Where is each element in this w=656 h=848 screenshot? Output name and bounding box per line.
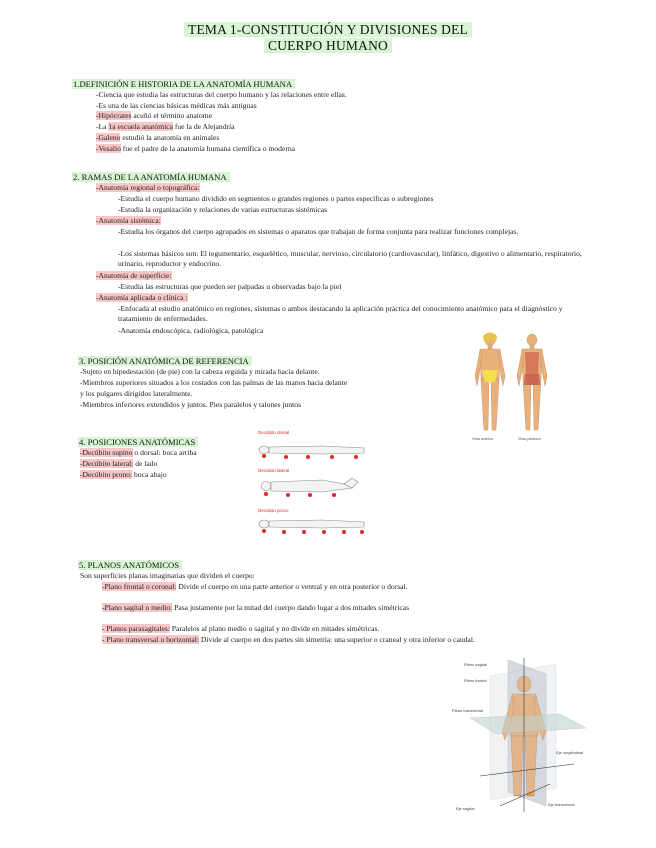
s2-surface-1: -Estudia las estructuras que pueden ser palpadas u observadas bajo la piel <box>118 282 342 291</box>
s2-branch-systemic: -Anatomía sistémica: <box>96 216 161 225</box>
label-lateral: Decúbito lateral <box>258 468 290 473</box>
s2-clinical-1: -Enfocada al estudio anatómico en regiones, sistemas o ambos destacando la aplicación práctica del conocimiento anatómico para el diagnóstico y tratamiento de enfermedades. <box>118 304 563 324</box>
s5-plane-transverse: - Plano transversal u horizontal: Divide al cuerpo en dos partes sin simetría: una superior o craneal y otra inferior o caudal. <box>102 635 475 644</box>
lateral-body <box>261 478 358 492</box>
label-sagittal-plane: Plano sagital <box>464 662 487 667</box>
caption-back: Vista posterior <box>518 437 541 441</box>
s2-branch-surface: -Anatomía de superficie: <box>96 271 172 280</box>
section-4-heading: 4. POSICIONES ANATÓMICAS <box>78 437 198 448</box>
s1-line5: -Galeno estudió la anatomía en animales <box>96 133 220 142</box>
page-title-line2: CUERPO HUMANO <box>0 38 656 54</box>
label-frontal-plane: Plano frontal <box>464 678 487 683</box>
page-title: TEMA 1-CONSTITUCIÓN Y DIVISIONES DEL <box>0 22 656 38</box>
supine-body <box>259 446 364 454</box>
s2-systemic-1: -Estudia los órganos del cuerpo agrupados en sistemas o aparatos que trabajan de forma conjunta para realizar funciones complejas. <box>118 227 519 236</box>
back-view-muscles <box>525 352 539 374</box>
s5-plane-parasagittal: - Planos parasagitales: Paralelos al plano medio o sagital y no divide en mitades simétricas. <box>102 624 380 633</box>
s3-line1: -Sujeto en bipedestación (de pie) con la cabeza erguida y mirada hacia delante. <box>80 367 320 376</box>
s4-lateral: -Decúbito lateral: de lado <box>80 459 158 468</box>
s4-supine: -Decúbito supino o dorsal: boca arriba <box>80 448 197 457</box>
section-3-heading: 3. POSICIÓN ANATÓMICA DE REFERENCIA <box>78 356 252 367</box>
s5-plane-sagittal: -Plano sagital o medio: Pasa justamente por la mitad del cuerpo dando lugar a dos mitades simétricas <box>102 603 410 612</box>
s1-line1: -Ciencia que estudia las estructuras del cuerpo humano y las relaciones entre ellas. <box>96 90 347 99</box>
anatomical-planes-figure <box>450 656 596 816</box>
label-transverse-axis: Eje transversal <box>548 802 575 807</box>
s5-intro: Son superficies planas imaginarias que dividen el cuerpo: <box>80 571 255 580</box>
caption-front: Vista anterior <box>472 437 494 441</box>
s3-line4: -Miembros inferiores extendidos y juntos. Pies paralelos y talones juntos <box>80 400 302 409</box>
supine-markers <box>262 454 358 459</box>
section-2-heading: 2. RAMAS DE LA ANATOMÍA HUMANA <box>72 172 230 183</box>
frontal-plane <box>490 664 556 800</box>
s1-line2: -Es una de las ciencias básicas médicas más antiguas <box>96 101 257 110</box>
label-prone: Decúbito prono <box>258 508 289 513</box>
s3-line2: -Miembros superiores situados a los costados con las palmas de las manos hacia delante <box>80 378 348 387</box>
s1-line6: -Vesalio fue el padre de la anatomía humana científica o moderna <box>96 144 296 153</box>
s3-line3: y los pulgares dirigidos lateralmente. <box>80 389 193 398</box>
s5-plane-frontal: -Plano frontal o coronal: Divide el cuerpo en una parte anterior o ventral y en otra posterior o dorsal. <box>102 582 408 591</box>
label-dorsal: Decúbito dorsal <box>258 430 290 435</box>
s1-line4: -La 1a escuela anatómica fue la de Alejandría <box>96 122 235 131</box>
lateral-markers <box>264 492 336 497</box>
s2-clinical-2: -Anatomía endoscópica, radiológica, patológica <box>118 326 264 335</box>
section-1-heading: 1.DEFINICIÓN E HISTORIA DE LA ANATOMÍA HUMANA <box>72 79 295 90</box>
anatomical-positions-figure <box>252 428 377 540</box>
label-longitudinal-axis: Eje longitudinal <box>556 750 584 755</box>
label-sagittal-axis: Eje sagital <box>456 806 475 811</box>
s4-prone: -Decúbito prono: boca abajo <box>80 470 167 479</box>
s2-systemic-2: -Los sistemas básicos son: El tegumentario, esquelético, muscular, nervioso, circulatorio (cardiovascular), linfático, digestivo o alimentario, respiratorio, urinario, reproductor y endocrino. <box>118 249 582 269</box>
s2-regional-2: -Estudia la organización y relaciones de varias estructuras sistémicas <box>118 205 328 214</box>
prone-body <box>259 520 364 528</box>
prone-markers <box>262 529 364 534</box>
section-5-heading: 5. PLANOS ANATÓMICOS <box>78 560 182 571</box>
s2-branch-regional: -Anatomía regional o topográfica: <box>96 183 200 192</box>
label-transverse-plane: Plano transversal <box>452 708 483 713</box>
anatomical-position-figure <box>466 330 558 442</box>
s2-branch-clinical: -Anatomía aplicada o clínica : <box>96 293 188 302</box>
s1-line3: -Hipócrates acuñó el término anatome <box>96 111 212 120</box>
s2-regional-1: -Estudia el cuerpo humano dividido en segmentos o grandes regiones o partes específicas o subregiones <box>118 194 434 203</box>
